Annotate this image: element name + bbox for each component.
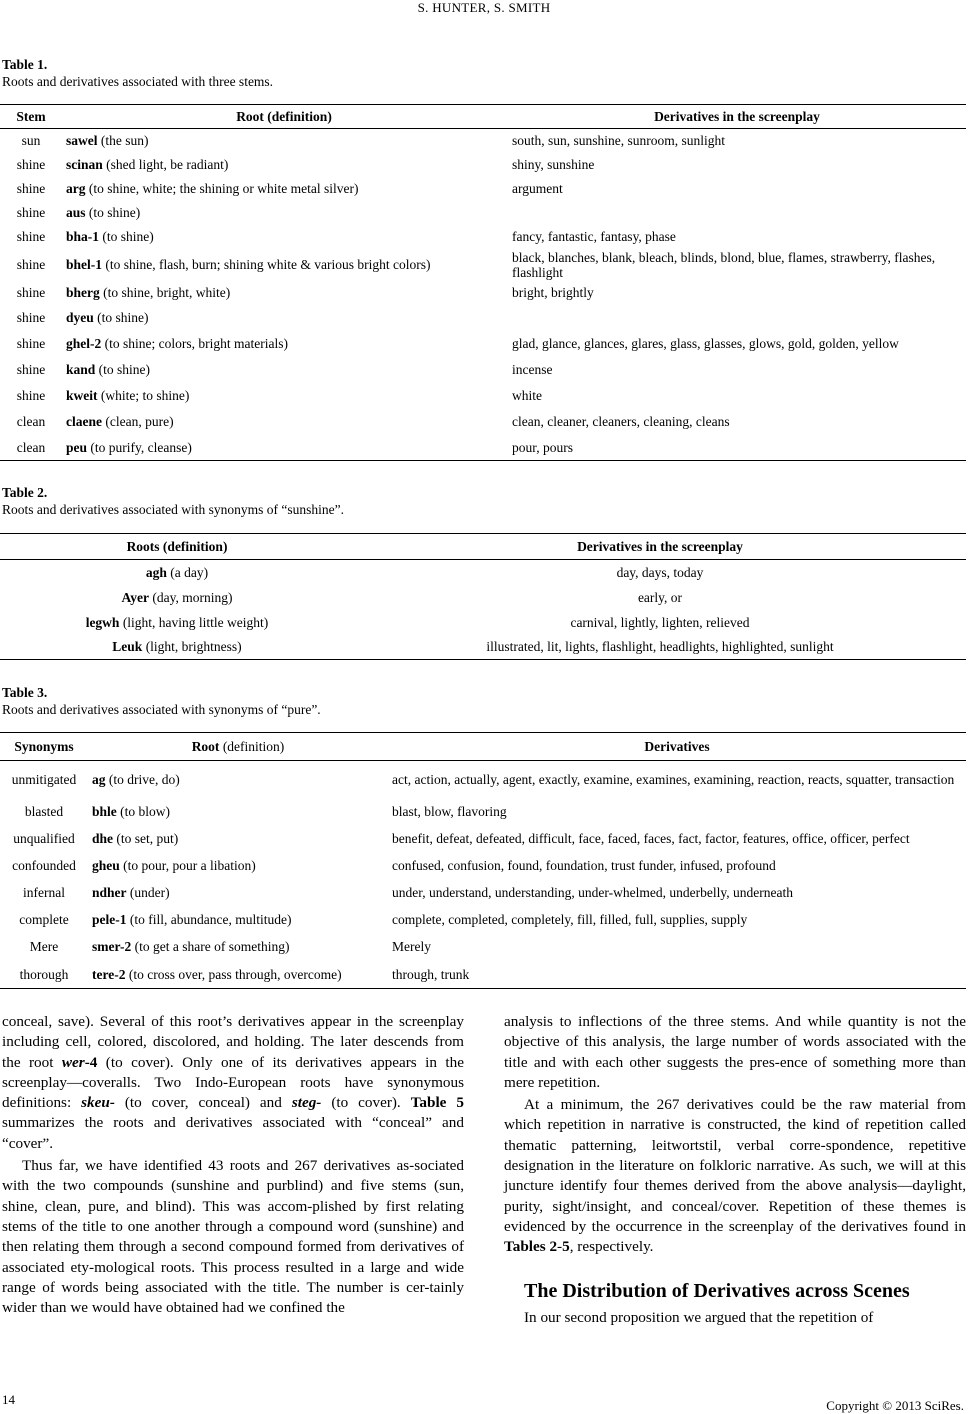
synonym-cell: Mere xyxy=(29,939,59,954)
root-cell xyxy=(0,635,354,660)
derivatives-cell: through, trunk xyxy=(392,966,470,982)
root-cell xyxy=(60,331,506,357)
root-wer-suffix: -4 xyxy=(84,1053,98,1071)
table3 xyxy=(0,732,966,989)
table3-row xyxy=(0,825,966,853)
table2-row xyxy=(0,635,966,660)
root-definition: (to fill, abundance, multitude) xyxy=(126,912,292,927)
root-definition: (to purify, cleanse) xyxy=(87,439,192,455)
table1-row xyxy=(0,357,966,383)
stem-cell: shine xyxy=(16,157,46,172)
root-word: legwh xyxy=(85,614,120,630)
root-cell xyxy=(60,153,506,177)
root-definition: (to shine) xyxy=(95,362,151,377)
root-definition: (the sun) xyxy=(97,133,149,149)
root-word: bherg xyxy=(66,285,100,300)
derivatives-cell: carnival, lightly, lighten, relieved xyxy=(570,614,750,630)
root-word: ag xyxy=(92,772,106,788)
derivatives-cell: white xyxy=(512,388,542,403)
root-definition: (shed light, be radiant) xyxy=(102,157,229,172)
root-definition: (to shine) xyxy=(93,310,149,325)
stem-cell: shine xyxy=(16,310,46,325)
running-header: S. HUNTER, S. SMITH xyxy=(417,0,551,15)
left-column xyxy=(2,1012,464,1318)
root-cell xyxy=(60,357,506,383)
root-wer: wer xyxy=(61,1053,85,1071)
root-cell xyxy=(88,799,388,825)
right-column xyxy=(504,1012,966,1328)
root-word: claene xyxy=(66,414,102,429)
table1-row xyxy=(0,331,966,357)
derivatives-cell: south, sun, sunshine, sunroom, sunlight xyxy=(512,133,726,149)
stem-cell: shine xyxy=(16,285,46,300)
root-cell xyxy=(60,435,506,461)
table3-header-definition: (definition) xyxy=(219,739,285,754)
root-word: scinan xyxy=(66,157,103,172)
root-cell xyxy=(60,177,506,201)
root-definition: (to drive, do) xyxy=(105,772,180,788)
derivatives-cell: confused, confusion, found, foundation, trust funder, infused, profound xyxy=(392,858,776,873)
root-definition: (to blow) xyxy=(116,804,171,819)
root-word: peu xyxy=(66,439,88,455)
table2-caption xyxy=(2,484,344,518)
table3-caption xyxy=(2,684,321,718)
root-word: smer-2 xyxy=(92,939,132,954)
stem-cell: sun xyxy=(21,133,41,149)
root-definition: (to set, put) xyxy=(113,831,179,846)
root-definition: (to get a share of something) xyxy=(131,939,290,954)
root-cell xyxy=(60,201,506,225)
text-run: - xyxy=(557,1238,563,1256)
root-word: sawel xyxy=(66,133,98,149)
stem-cell: shine xyxy=(16,257,46,272)
root-definition: (under) xyxy=(126,885,170,900)
root-word: gheu xyxy=(92,858,120,873)
synonym-cell: unmitigated xyxy=(11,772,77,788)
table2-row xyxy=(0,610,966,635)
root-word: Ayer xyxy=(121,589,149,605)
root-definition: (light, having little weight) xyxy=(119,614,269,630)
derivatives-cell: early, or xyxy=(637,589,683,605)
table1-row xyxy=(0,201,966,225)
derivatives-cell: complete, completed, completely, fill, filled, full, supplies, supply xyxy=(392,912,748,927)
synonym-cell: complete xyxy=(19,912,69,927)
table3-header-synonyms: Synonyms xyxy=(14,739,74,754)
table2-header-roots: Roots (definition) xyxy=(126,539,228,554)
root-cell xyxy=(60,249,506,281)
derivatives-cell: black, blanches, blank, bleach, blinds, blond, blue, flames, strawberry, flashes, flashlight xyxy=(512,249,936,280)
table2-row xyxy=(0,560,966,585)
table5-reference: Table 5 xyxy=(410,1094,464,1112)
root-definition: (to shine, bright, white) xyxy=(99,285,231,300)
root-word: bhle xyxy=(92,804,117,819)
root-cell xyxy=(88,853,388,879)
root-definition: (clean, pure) xyxy=(102,414,174,429)
derivatives-cell xyxy=(506,305,966,331)
right-paragraph-3: In our second proposition we argued that the repetition of xyxy=(524,1308,874,1326)
root-word: ndher xyxy=(92,885,127,900)
table3-header-root xyxy=(88,733,388,761)
table3-caption-text: Roots and derivatives associated with synonyms of “pure”. xyxy=(2,702,321,717)
synonym-cell: infernal xyxy=(23,885,65,900)
synonym-cell: confounded xyxy=(12,858,76,873)
table1-row xyxy=(0,249,966,281)
table1-row xyxy=(0,177,966,201)
right-paragraph-2 xyxy=(504,1095,966,1257)
root-cell xyxy=(0,585,354,610)
table3-row xyxy=(0,961,966,989)
stem-cell: clean xyxy=(16,414,46,429)
derivatives-cell: shiny, sunshine xyxy=(512,157,595,172)
root-definition: (a day) xyxy=(166,564,209,580)
derivatives-cell: act, action, actually, agent, exactly, examine, examines, examining, reaction, reacts, squatter, transaction xyxy=(392,772,955,788)
tables-reference-start: Tables 2 xyxy=(504,1238,558,1256)
root-word: kweit xyxy=(66,388,98,403)
root-definition: (to shine, flash, burn; shining white & various bright colors) xyxy=(102,257,431,272)
text-run: (to cover). xyxy=(321,1094,411,1112)
root-cell xyxy=(88,761,388,799)
table3-row xyxy=(0,853,966,879)
table3-body xyxy=(0,761,966,989)
derivatives-cell: illustrated, lit, lights, flashlight, headlights, highlighted, sunlight xyxy=(486,639,834,655)
table2 xyxy=(0,533,966,660)
root-cell xyxy=(88,825,388,853)
root-word: bha-1 xyxy=(66,229,100,244)
table3-header-derivatives: Derivatives xyxy=(644,739,710,754)
root-word: ghel-2 xyxy=(66,336,102,351)
table3-row xyxy=(0,761,966,799)
page-number: 14 xyxy=(2,1392,15,1407)
root-steg: steg- xyxy=(291,1094,322,1112)
root-cell xyxy=(60,409,506,435)
root-cell xyxy=(60,225,506,249)
root-word: agh xyxy=(145,564,167,580)
derivatives-cell: benefit, defeat, defeated, difficult, face, faced, faces, fact, factor, features, office, officer, perfect xyxy=(392,831,910,846)
synonym-cell: unqualified xyxy=(13,831,75,846)
table2-body xyxy=(0,560,966,660)
root-word: dyeu xyxy=(66,310,94,325)
root-cell xyxy=(60,281,506,305)
left-paragraph-2: Thus far, we have identified 43 roots and 267 derivatives as-sociated with the two compounds (sunshine and purblind) and five stems (sun, shine, clean, pure, and blind). This was accom-plished by first relating stems of the title to one another through a compound word (sunshine) and then relating them through a second compound formed from derivatives of associated ety-mological roots. This process resulted in a large and wide range of words being associated with the title. The number is cer-tainly wider than we would have obtained had we confined the xyxy=(2,1157,464,1317)
root-cell xyxy=(0,610,354,635)
table3-row xyxy=(0,879,966,907)
table1-row xyxy=(0,383,966,409)
root-word: arg xyxy=(66,181,86,196)
stem-cell: shine xyxy=(16,181,46,196)
root-word: pele-1 xyxy=(92,912,127,927)
table3-row xyxy=(0,933,966,961)
root-definition: (to shine) xyxy=(85,205,141,220)
table1-row xyxy=(0,153,966,177)
stem-cell: shine xyxy=(16,362,46,377)
derivatives-cell: incense xyxy=(512,362,553,377)
copyright: Copyright © 2013 SciRes. xyxy=(826,1398,964,1413)
stem-cell: shine xyxy=(16,229,46,244)
table1-caption xyxy=(2,56,273,90)
synonym-cell: thorough xyxy=(19,966,69,982)
root-word: Leuk xyxy=(112,639,143,655)
derivatives-cell: blast, blow, flavoring xyxy=(392,804,507,819)
table1-row xyxy=(0,305,966,331)
right-paragraph-1: analysis to inflections of the three stems. And while quantity is not the objective of this analysis, the large number of words associated with the title and with each other suggests the pres-ence of something more than mere repetition. xyxy=(504,1013,966,1091)
table2-label: Table 2. xyxy=(2,485,48,500)
stem-cell: shine xyxy=(16,336,46,351)
derivatives-cell: glad, glance, glances, glares, glass, glasses, glows, gold, golden, yellow xyxy=(512,336,899,351)
text-run: (to cover, conceal) and xyxy=(114,1094,292,1112)
table1-header-root: Root (definition) xyxy=(236,109,332,124)
text-run: At a minimum, the 267 derivatives could be the raw material from which repetition in narrative is constructed, the kind of repetition called thematic patterning, leitwortstil, verbal corre-spondence, repetitive designation in the literature on folkloric narrative. As such, we will at this juncture identify four themes derived from the above analysis—daylight, purity, sight/insight, and conceal/cover. Repetition of these themes is evidenced by the occurrence in the screenplay of the derivatives found in xyxy=(504,1096,966,1235)
derivatives-cell: day, days, today xyxy=(616,564,704,580)
stem-cell: shine xyxy=(16,205,46,220)
derivatives-cell: under, understand, understanding, under-whelmed, underbelly, underneath xyxy=(392,885,793,900)
root-definition: (light, brightness) xyxy=(142,639,242,655)
stem-cell: shine xyxy=(16,388,46,403)
root-cell xyxy=(88,933,388,961)
text-run: (to cover). Only one of its derivatives appears in the screenplay—coveralls. Two Indo-European roots have synonymous definitions: xyxy=(2,1053,464,1112)
table2-header-derivatives: Derivatives in the screenplay xyxy=(577,539,743,554)
derivatives-cell: Merely xyxy=(392,939,431,954)
root-cell xyxy=(0,560,354,585)
synonym-cell: blasted xyxy=(24,804,64,819)
root-cell xyxy=(88,907,388,933)
root-cell xyxy=(60,305,506,331)
table1-body xyxy=(0,129,966,461)
table1-row xyxy=(0,409,966,435)
text-run: summarizes the roots and derivatives associated with “conceal” and “cover”. xyxy=(2,1114,464,1152)
derivatives-cell: bright, brightly xyxy=(512,285,594,300)
root-word: tere-2 xyxy=(92,966,126,982)
root-definition: (to pour, pour a libation) xyxy=(119,858,256,873)
root-word: kand xyxy=(66,362,96,377)
root-cell xyxy=(88,879,388,907)
tables-reference-end: 5 xyxy=(562,1238,570,1256)
section-heading: The Distribution of Derivatives across Scenes xyxy=(524,1279,910,1302)
derivatives-cell: pour, pours xyxy=(512,439,573,455)
table1-row xyxy=(0,435,966,461)
root-definition: (to shine) xyxy=(99,229,154,244)
root-cell xyxy=(60,129,506,153)
root-skeu: skeu- xyxy=(81,1094,115,1112)
table1-row xyxy=(0,281,966,305)
derivatives-cell xyxy=(506,201,966,225)
stem-cell: clean xyxy=(16,439,46,455)
table1 xyxy=(0,104,966,461)
root-definition: (to cross over, pass through, overcome) xyxy=(125,966,342,982)
root-word: aus xyxy=(66,205,86,220)
table1-row xyxy=(0,129,966,153)
table3-row xyxy=(0,799,966,825)
root-cell xyxy=(88,961,388,989)
text-run: , respectively. xyxy=(569,1238,654,1256)
root-cell xyxy=(60,383,506,409)
root-definition: (white; to shine) xyxy=(97,388,190,403)
table1-row xyxy=(0,225,966,249)
text-run: conceal, save). Several of this root’s derivatives appear in the screenplay including cell, colored, discolored, and holding. The later descends from the root xyxy=(2,1013,464,1071)
root-definition: (to shine; colors, bright materials) xyxy=(101,336,288,351)
table1-header-derivatives: Derivatives in the screenplay xyxy=(654,109,820,124)
derivatives-cell: clean, cleaner, cleaners, cleaning, cleans xyxy=(512,414,730,429)
table3-row xyxy=(0,907,966,933)
table3-header-root-word: Root xyxy=(191,739,220,754)
root-word: bhel-1 xyxy=(66,257,103,272)
root-definition: (day, morning) xyxy=(149,589,233,605)
root-word: dhe xyxy=(92,831,114,846)
table2-row xyxy=(0,585,966,610)
table3-label: Table 3. xyxy=(2,685,48,700)
derivatives-cell: fancy, fantastic, fantasy, phase xyxy=(512,229,676,244)
table2-caption-text: Roots and derivatives associated with synonyms of “sunshine”. xyxy=(2,502,344,517)
table1-label: Table 1. xyxy=(2,57,48,72)
table1-header-stem: Stem xyxy=(16,109,46,124)
left-paragraph-1 xyxy=(2,1012,464,1154)
root-definition: (to shine, white; the shining or white metal silver) xyxy=(85,181,359,196)
table1-caption-text: Roots and derivatives associated with three stems. xyxy=(2,74,274,89)
derivatives-cell: argument xyxy=(512,181,563,196)
